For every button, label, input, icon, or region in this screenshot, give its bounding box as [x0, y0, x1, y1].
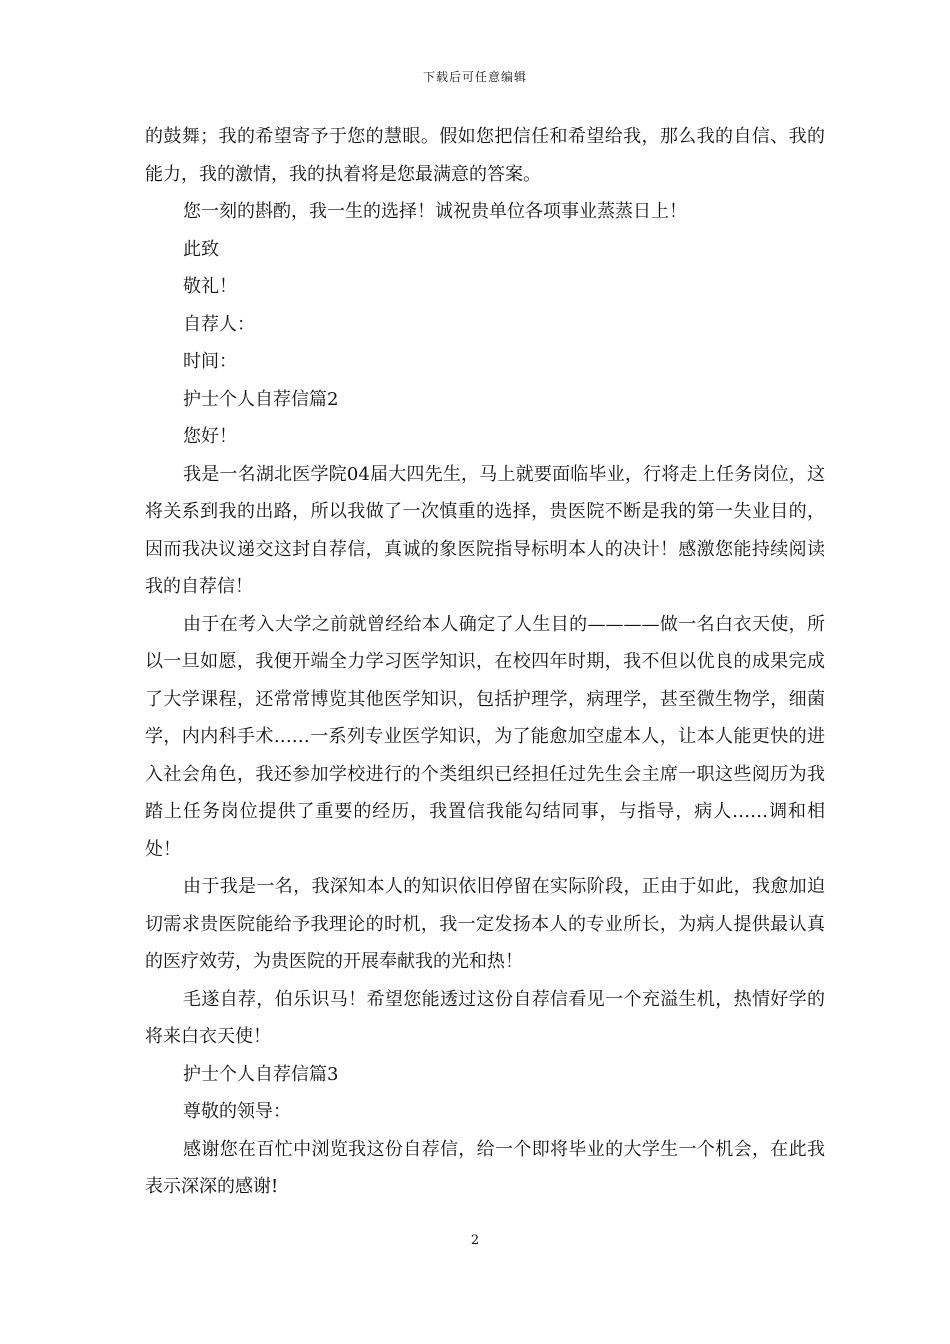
paragraph: 敬礼！	[183, 276, 237, 297]
paragraph: 您好！	[183, 426, 237, 447]
paragraph: 您一刻的斟酌，我一生的选择！诚祝贵单位各项事业蒸蒸日上！	[183, 201, 687, 222]
paragraph: 毛遂自荐，伯乐识马！希望您能透过这份自荐信看见一个充溢生机，热情好学的将来白衣天使！	[145, 988, 825, 1047]
section-heading: 护士个人自荐信篇2	[183, 388, 339, 410]
paragraph: 感谢您在百忙中浏览我这份自荐信，给一个即将毕业的大学生一个机会，在此我表示深深的感谢!	[145, 1138, 825, 1197]
paragraph: 的鼓舞；我的希望寄予于您的慧眼。假如您把信任和希望给我，那么我的自信、我的能力，我的激情，我的执着将是您最满意的答案。	[145, 126, 825, 185]
page-number: 2	[470, 1233, 480, 1248]
paragraph: 自荐人：	[183, 313, 255, 335]
paragraph: 尊敬的领导：	[183, 1101, 291, 1122]
paragraph: 由于在考入大学之前就曾经给本人确定了人生目的————做一名白衣天使，所以一旦如愿，我便开端全力学习医学知识，在校四年时期，我不但以优良的成果完成了大学课程，还常常博览其他医学知识，包括护理学，病理学，甚至微生物学，细菌学，内内科手术……一系列专业医学知识，为了能愈加空虚本人，让本人能更快的进入社会角色，我还参加学校进行的个类组织已经担任过先生会主席一职这些阅历为我踏上任务岗位提供了重要的经历，我置信我能勾结同事，与指导，病人……调和相处！	[145, 613, 825, 860]
document-body	[145, 118, 825, 1206]
paragraph: 由于我是一名，我深知本人的知识依旧停留在实际阶段，正由于如此，我愈加迫切需求贵医院能给予我理论的时机，我一定发扬本人的专业所长，为病人提供最认真的医疗效劳，为贵医院的开展奉献我的光和热！	[145, 876, 825, 972]
page-header-note: 下载后可任意编辑	[422, 70, 527, 84]
paragraph: 时间：	[183, 351, 237, 372]
section-heading: 护士个人自荐信篇3	[183, 1063, 339, 1085]
paragraph: 我是一名湖北医学院04届大四先生，马上就要面临毕业，行将走上任务岗位，这将关系到我的出路，所以我做了一次慎重的选择，贵医院不断是我的第一失业目的，因而我决议递交这封自荐信，真诚的象医院指导标明本人的决计！感激您能持续阅读我的自荐信！	[145, 463, 825, 597]
paragraph: 此致	[183, 238, 219, 260]
